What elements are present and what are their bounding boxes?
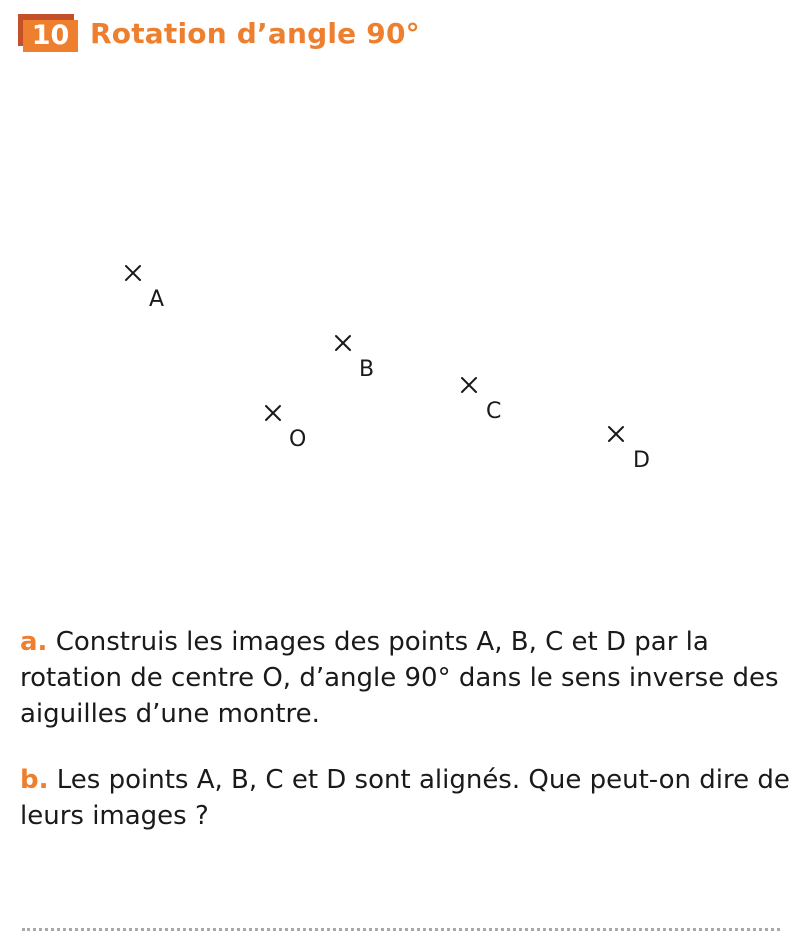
point-label-C: C — [486, 399, 502, 424]
point-label-A: A — [149, 287, 165, 312]
point-label-O: O — [289, 427, 307, 452]
question-a-letter: a. — [20, 627, 48, 657]
cross-mark-O — [266, 406, 280, 420]
point-label-D: D — [633, 448, 650, 473]
cross-mark-A — [126, 266, 140, 280]
answer-line[interactable] — [22, 928, 780, 931]
exercise-number: 10 — [23, 20, 78, 52]
question-b — [20, 762, 790, 834]
questions — [20, 624, 790, 864]
question-a-text: Construis les images des points A, B, C et D par la rotation de centre O, d’angle 90° dans le sens inverse des aiguilles d’une montre. — [20, 627, 779, 729]
question-b-letter: b. — [20, 765, 49, 795]
cross-mark-D — [609, 427, 623, 441]
exercise-title: Rotation d’angle 90° — [90, 16, 420, 50]
point-label-B: B — [359, 357, 375, 382]
question-a — [20, 624, 790, 732]
question-b-text: Les points A, B, C et D sont alignés. Que peut-on dire de leurs images ? — [20, 765, 790, 831]
cross-mark-C — [462, 378, 476, 392]
cross-mark-B — [336, 336, 350, 350]
